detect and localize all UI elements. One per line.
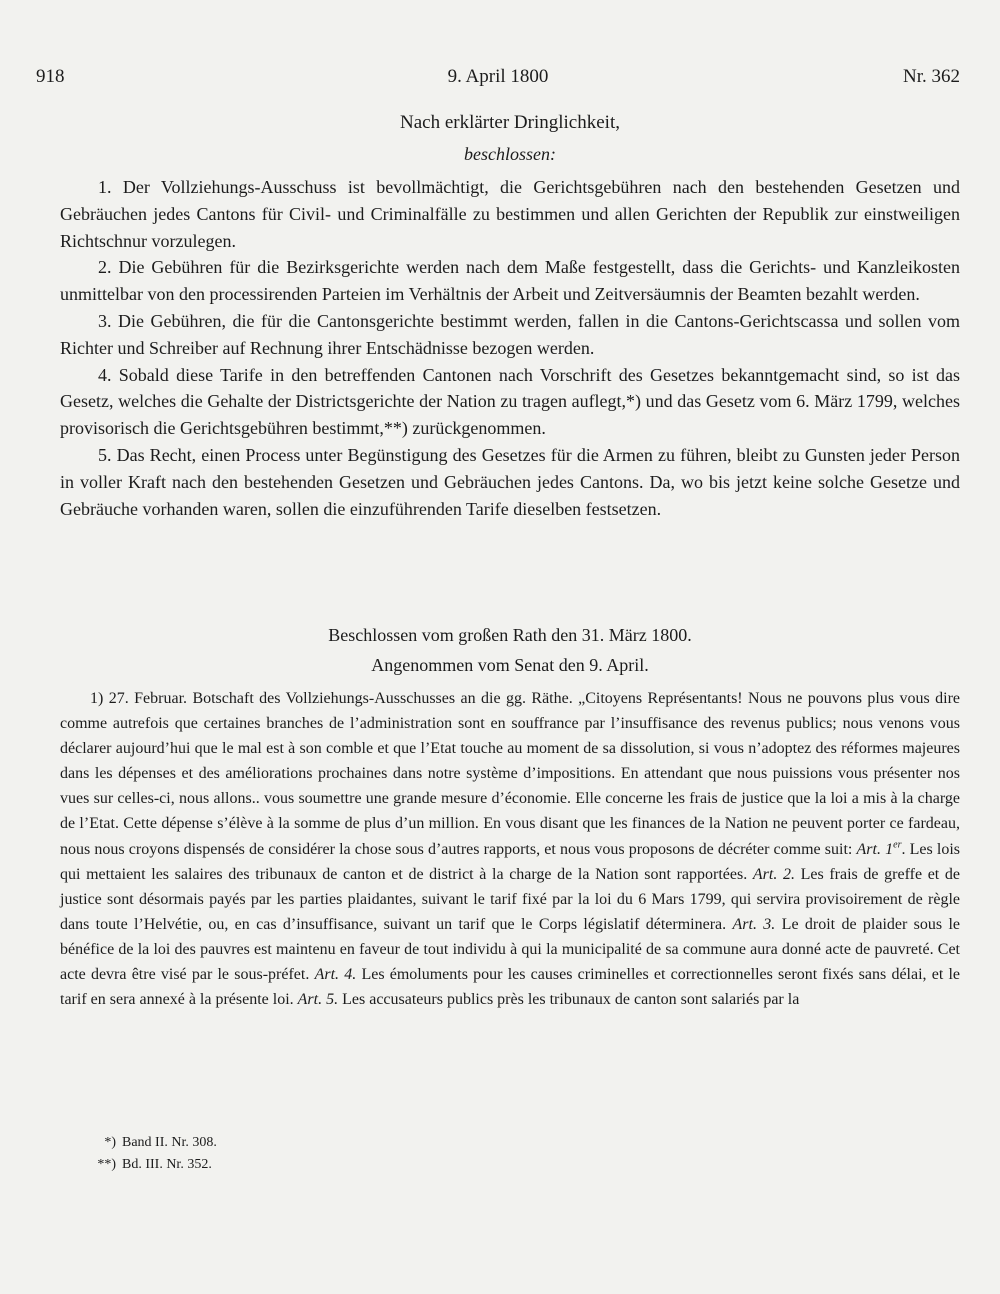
article-label: Art. 4. [314, 966, 357, 984]
page-header [36, 66, 960, 96]
document-number: Nr. 362 [903, 66, 960, 87]
footnote-text: Band II. Nr. 308. [122, 1135, 217, 1150]
article-label: Art. 5. [297, 991, 339, 1009]
note-text: Les accusateurs publics près les tribunaux de canton sont salariés par la [342, 991, 800, 1009]
note-text: Le droit de plaider sous le bénéfice de la loi des pauvres est maintenu en faveur de tout individu à qui la municipalité de sa commune aura donné acte de pauvreté. Cet acte devra être visé par le sous-préfet. [60, 915, 961, 984]
article-label: Art. 1 [856, 840, 894, 858]
footnote [60, 1154, 217, 1176]
intro-line: Nach erklärter Dringlichkeit, [400, 112, 620, 133]
beschlossen-line: beschlossen: [464, 144, 556, 164]
note-text: Les frais de greffe et de justice sont désormais payés par les parties plaidantes, suivant le tarif fixé par la loi du 6 Mars 1799, qui servira provisoirement de règle dans toute l’Helvétie, ou, en cas d’insuffisance, suivant un tarif que le Corps législatif déterminera. [60, 865, 960, 933]
closing-line: Angenommen vom Senat den 9. April. [371, 655, 649, 675]
footnote [60, 1132, 217, 1154]
decree-body [60, 174, 960, 522]
paragraph: 5. Das Recht, einen Process unter Begünstigung des Gesetzes für die Armen zu führen, bleibt zu Gunsten jeder Person in voller Kraft nach den bestehenden Gesetzen und Gebräuchen jedes Cantons. Da, wo bis jetzt keine solche Gesetze und Gebräuche vorhanden waren, sollen die einzuführenden Tarife dieselben festsetzen. [60, 444, 960, 519]
closing-line: Beschlossen vom großen Rath den 31. März 1800. [328, 625, 692, 645]
article-label: Art. 2. [752, 865, 795, 883]
paragraph: 4. Sobald diese Tarife in den betreffenden Cantonen nach Vorschrift des Gesetzes bekanntgemacht sind, so ist das Gesetz, welches die Gehalte der Districtsgerichte der Nation zu tragen auflegt,*) und das Gesetz vom 6. März 1799, welches provisorisch die Gerichtsgebühren bestimmt,**) zurückgenommen. [60, 364, 960, 439]
footnote-text: Bd. III. Nr. 352. [122, 1157, 212, 1172]
note-text: 1) 27. Februar. Botschaft des Vollziehungs-Ausschusses an die gg. Räthe. „Citoyens Représentants! Nous ne pouvons plus vous dire comme autrefois que certaines branches de l’administration sont en souffrance par l’insuffisance des revenus publics; nous venons vous déclarer aujourd’hui que le mal est à son comble et que l’Etat touche au moment de sa dissolution, si vous n’adoptez des réformes majeures dans les dépenses et des améliorations prochaines dans notre système d’impositions. En attendant que nous puissions vous présenter nos vues sur celles-ci, nous allons.. vous soumettre une grande mesure d’économie. Elle concerne les frais de justice que la loi a mis à la charge de l’Etat. Cette dépense s’élève à la somme de plus d’un million. En vous disant que les finances de la Nation ne peuvent porter ce fardeau, nous nous croyons dispensés de considérer la chose sous d’autres rapports, et nous vous proposons de décréter comme suit: [60, 690, 960, 858]
paragraph: 2. Die Gebühren für die Bezirksgerichte werden nach dem Maße festgestellt, dass die Gerichts- und Kanzleikosten unmittelbar von den processirenden Parteien im Verhältnis der Arbeit und Zeitversäumnis der Beamten bezahlt werden. [60, 257, 960, 305]
paragraph: 3. Die Gebühren, die für die Cantonsgerichte bestimmt werden, fallen in die Cantons-Gerichtscassa und sollen vom Richter und Schreiber auf Rechnung ihrer Entschädnisse bezogen werden. [60, 310, 960, 358]
article-superscript: er [893, 839, 902, 851]
note-text: Les émoluments pour les causes criminelles et correctionnelles seront fixés sans délai, et le tarif en sera annexé à la présente loi. [60, 966, 961, 1009]
footnotes [60, 1132, 217, 1176]
endnote-message [60, 686, 960, 1012]
footnote-mark: *) [104, 1135, 116, 1150]
note-text: . Les lois qui mettaient les salaires des tribunaux de canton et de district à la charge de la Nation sont rapportées. [60, 840, 961, 883]
closing-block [60, 620, 960, 680]
page-number: 918 [36, 66, 65, 87]
header-date: 9. April 1800 [447, 66, 549, 87]
endnote-text [60, 686, 960, 1012]
paragraph: 1. Der Vollziehungs-Ausschuss ist bevollmächtigt, die Gerichtsgebühren nach den bestehenden Gesetzen und Gebräuchen jedes Cantons für Civil- und Criminalfälle zu bestimmen und allen Gerichten der Republik zur einstweiligen Richtschnur vorzulegen. [60, 177, 960, 251]
article-label: Art. 3. [732, 915, 776, 933]
footnote-mark: **) [97, 1157, 116, 1172]
